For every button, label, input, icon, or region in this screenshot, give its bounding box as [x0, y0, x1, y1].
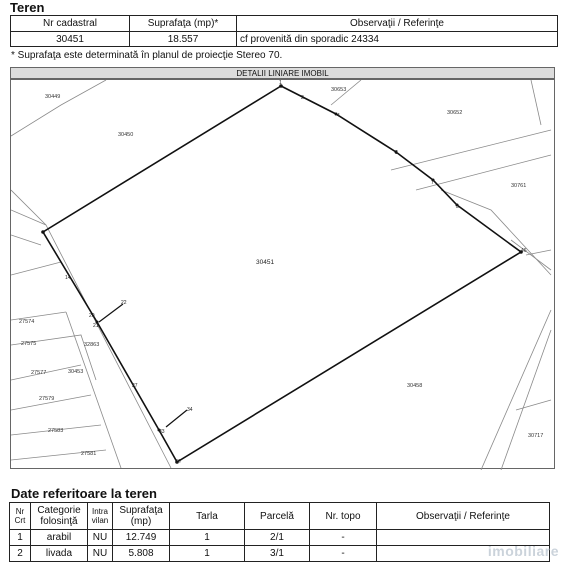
vertex-label: 2 — [301, 95, 304, 101]
header-observatii: Observaţii / Referinţe — [237, 16, 558, 32]
referinte-header-row — [10, 503, 550, 530]
neighbor-label: 30453 — [68, 369, 84, 375]
neighbor-label: 27579 — [39, 396, 55, 402]
cell-categorie: arabil — [31, 530, 88, 546]
cell-nr-topo: - — [310, 546, 377, 562]
vertex-label: 33 — [159, 429, 165, 435]
vertex-label: 27 — [132, 383, 138, 389]
header-nr-topo: Nr. topo — [310, 503, 377, 530]
cell-observatii: cf provenită din sporadic 24334 — [237, 32, 558, 47]
cell-suprafata: 18.557 — [130, 32, 237, 47]
table-row — [10, 546, 550, 562]
neighbor-label: 30449 — [45, 94, 61, 100]
vertex-markers — [41, 84, 523, 464]
neighbor-label: 32863 — [84, 342, 100, 348]
referinte-title: Date referitoare la teren — [11, 486, 157, 501]
vertex-label: 4 — [337, 113, 340, 119]
vertex-label: 37 — [176, 459, 182, 465]
vertex-label-group — [65, 80, 527, 465]
cell-nr-cadastral: 30451 — [11, 32, 130, 47]
header-nr-crt: Nr Crt — [10, 503, 31, 530]
vertex-label: 22 — [121, 300, 127, 306]
neighbor-label: 30458 — [407, 383, 423, 389]
vertex-label: 34 — [187, 407, 193, 413]
header-categorie: Categorie folosinţă — [31, 503, 88, 530]
header-parcela: Parcelă — [245, 503, 310, 530]
cell-parcela: 3/1 — [245, 546, 310, 562]
cell-tarla: 1 — [170, 530, 245, 546]
vertex-label: 46 — [521, 248, 527, 254]
neighbor-label: 27581 — [81, 451, 97, 457]
parcel-boundary — [43, 86, 521, 462]
cell-suprafata: 5.808 — [113, 546, 170, 562]
cell-parcela: 2/1 — [245, 530, 310, 546]
cell-intravilan: NU — [88, 546, 113, 562]
vertex-label: 5 — [456, 204, 459, 210]
vertex-label: 20 — [89, 313, 95, 319]
watermark-logo: imobiliare — [487, 543, 559, 559]
neighbor-label: 30450 — [118, 132, 134, 138]
projection-note: * Suprafaţa este determinată în planul de proiecţie Stereo 70. — [11, 50, 283, 61]
cell-intravilan: NU — [88, 530, 113, 546]
parcel-label: 30451 — [256, 259, 275, 266]
teren-header-row — [11, 16, 558, 32]
vertex-label: 21 — [93, 323, 99, 329]
neighbor-label: 30653 — [331, 87, 347, 93]
header-suprafata: Suprafaţa (mp) — [113, 503, 170, 530]
plan-header: DETALII LINIARE IMOBIL — [10, 67, 555, 79]
cell-nr: 2 — [10, 546, 31, 562]
cell-suprafata: 12.749 — [113, 530, 170, 546]
neighbor-label: 30761 — [511, 183, 527, 189]
header-nr-cadastral: Nr cadastral — [11, 16, 130, 32]
referinte-table — [9, 502, 550, 562]
vertex-label: 14 — [65, 275, 71, 281]
cell-tarla: 1 — [170, 546, 245, 562]
neighbor-label: 27575 — [21, 341, 37, 347]
teren-row — [11, 32, 558, 47]
header-tarla: Tarla — [170, 503, 245, 530]
neighbor-label: 27577 — [31, 370, 47, 376]
teren-table — [10, 15, 558, 47]
cell-nr: 1 — [10, 530, 31, 546]
neighbor-label: 30717 — [528, 433, 544, 439]
neighbor-label: 27583 — [48, 428, 64, 434]
neighbor-label: 27574 — [19, 319, 35, 325]
header-suprafata: Suprafaţa (mp)* — [130, 16, 237, 32]
header-intravilan: Intra vilan — [88, 503, 113, 530]
cadastral-plan — [10, 79, 555, 469]
teren-title: Teren — [10, 0, 45, 15]
cell-nr-topo: - — [310, 530, 377, 546]
vertex-label: 1 — [279, 80, 282, 86]
header-observatii: Observaţii / Referinţe — [377, 503, 550, 530]
neighbor-label: 30652 — [447, 110, 463, 116]
vertex-label: 7 — [431, 180, 434, 186]
internal-lines — [99, 304, 187, 427]
cell-categorie: livada — [31, 546, 88, 562]
plan-drawing — [11, 80, 556, 470]
table-row — [10, 530, 550, 546]
neighbor-boundaries — [11, 80, 551, 470]
vertex-label: 3 — [395, 150, 398, 156]
